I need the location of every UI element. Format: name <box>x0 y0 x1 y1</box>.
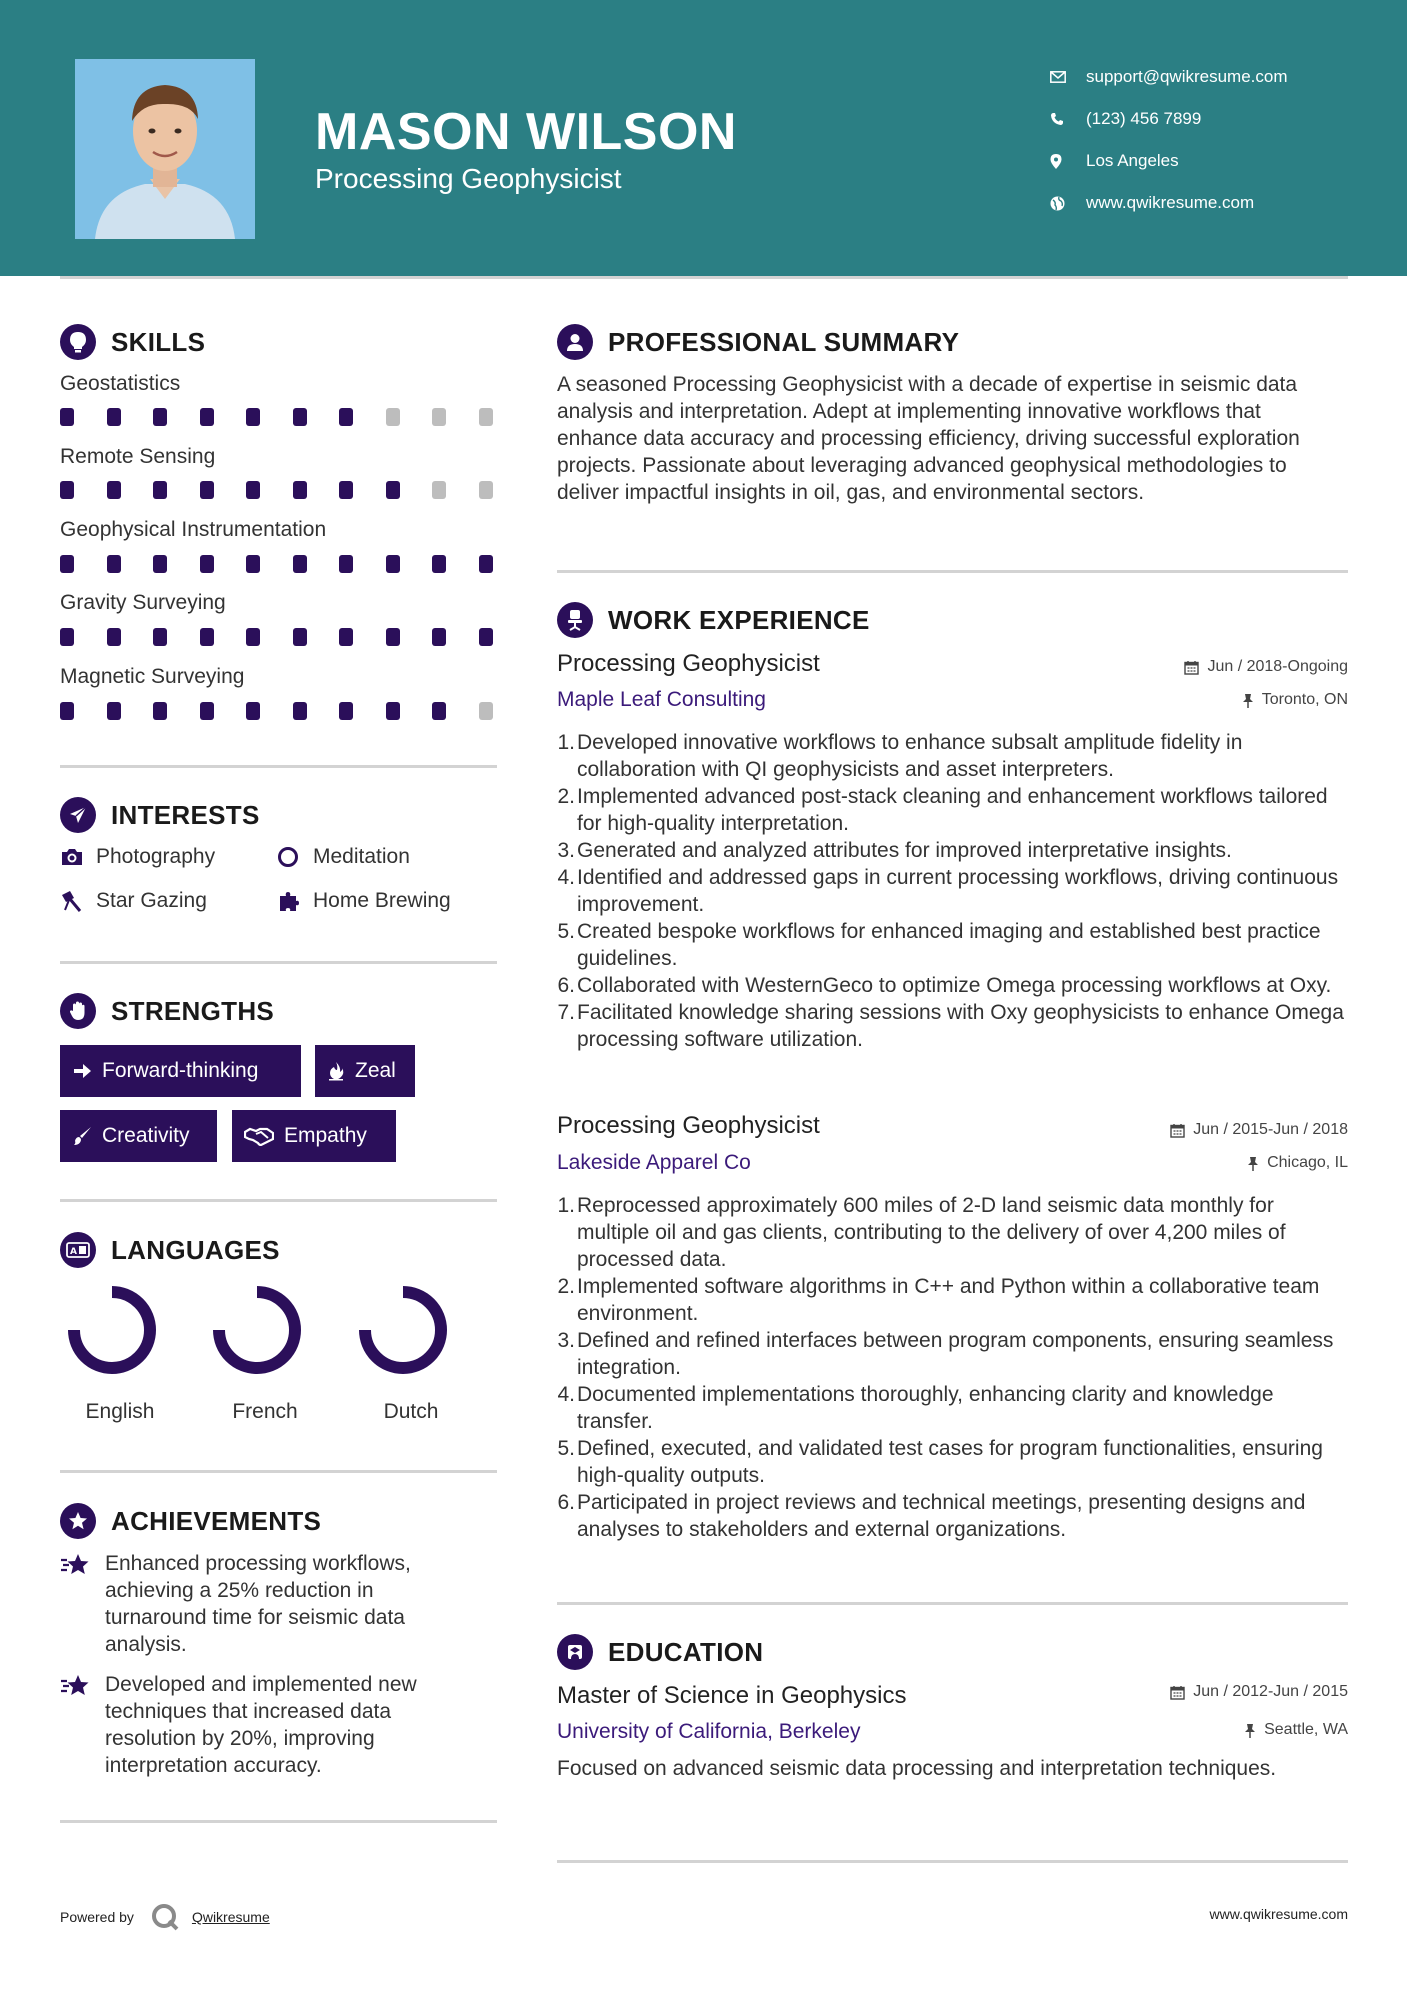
languages-heading <box>60 1232 280 1268</box>
section-divider <box>60 1820 497 1823</box>
job-dates-text: Jun / 2018-Ongoing <box>1207 658 1348 675</box>
skill-dot-filled <box>246 702 260 720</box>
skill-dot-filled <box>293 481 307 499</box>
skill-dot-filled <box>246 408 260 426</box>
skill-rating <box>60 408 525 426</box>
skill-dot-filled <box>153 481 167 499</box>
puzzle-icon <box>277 889 313 913</box>
interest-item <box>277 845 410 869</box>
skill-name: Remote Sensing <box>60 445 216 468</box>
list-item: 6. Participated in project reviews and technical meetings, presenting designs and analyses to stakeholders and external organizations. <box>557 1491 1306 1541</box>
job-dates <box>1184 658 1348 676</box>
skill-dot-filled <box>200 408 214 426</box>
interest-label: Meditation <box>313 845 410 868</box>
skill-dot-filled <box>386 481 400 499</box>
language-level-arc <box>219 1292 295 1368</box>
skill-dot-filled <box>153 408 167 426</box>
office-chair-icon <box>557 602 593 638</box>
contact-phone[interactable] <box>1050 98 1288 140</box>
skill-dot-filled <box>107 408 121 426</box>
phone-icon <box>1050 112 1086 126</box>
arrow-right-icon <box>72 1062 92 1080</box>
contact-location <box>1050 140 1288 182</box>
section-divider <box>60 765 497 768</box>
skill-dot-filled <box>200 702 214 720</box>
skill-dot-filled <box>293 408 307 426</box>
skill-rating <box>60 481 525 499</box>
footer-powered-by <box>60 1903 270 1931</box>
skill-dot-filled <box>293 555 307 573</box>
skill-dot-empty <box>386 408 400 426</box>
list-item: 3. Defined and refined interfaces between program components, ensuring seamless integration. <box>557 1329 1334 1379</box>
svg-text:A: A <box>70 1247 77 1257</box>
achievement-text: Enhanced processing workflows, achieving a 25% reduction in turnaround time for seismic data analysis. <box>105 1552 411 1656</box>
pushpin-icon <box>1242 693 1254 708</box>
globe-icon <box>1050 196 1086 211</box>
skill-dot-filled <box>60 555 74 573</box>
skill-name: Geostatistics <box>60 372 181 395</box>
hand-icon <box>60 993 96 1029</box>
skill-dot-filled <box>107 481 121 499</box>
strength-tag <box>60 1110 217 1162</box>
achievement-text: Developed and implemented new techniques that increased data resolution by 20%, improving interpretation accuracy. <box>105 1673 417 1777</box>
translate-icon <box>60 1232 96 1268</box>
strength-tag <box>60 1045 301 1097</box>
contact-website-text: www.qwikresume.com <box>1086 193 1255 212</box>
skill-dot-filled <box>107 702 121 720</box>
skill-dot-filled <box>153 555 167 573</box>
achievement-item <box>60 1671 480 1779</box>
summary-heading <box>557 324 959 360</box>
user-icon <box>557 324 593 360</box>
list-item: 7. Facilitated knowledge sharing sessions with Oxy geophysicists to enhance Omega processing software utilization. <box>557 1001 1344 1051</box>
calendar-icon <box>1170 1685 1185 1700</box>
pushpin-icon <box>1244 1723 1256 1738</box>
education-title: EDUCATION <box>608 1636 764 1667</box>
skill-dot-filled <box>107 555 121 573</box>
strength-tag <box>315 1045 415 1097</box>
skill-dot-filled <box>60 702 74 720</box>
degree-title: Master of Science in Geophysics <box>557 1682 907 1709</box>
handshake-icon <box>244 1126 274 1146</box>
list-item: 5. Defined, executed, and validated test cases for program functionalities, ensuring high-quality outputs. <box>557 1437 1323 1487</box>
languages-title: LANGUAGES <box>111 1234 280 1265</box>
interest-item <box>277 889 451 913</box>
skill-rating <box>60 702 525 720</box>
skill-dot-filled <box>200 481 214 499</box>
skill-dot-filled <box>432 628 446 646</box>
strength-label: Zeal <box>355 1059 396 1082</box>
calendar-icon <box>1184 660 1199 675</box>
paintbrush-icon <box>72 1126 92 1146</box>
camera-icon <box>60 847 96 867</box>
pushpin-icon <box>1247 1156 1259 1171</box>
calendar-icon <box>1170 1123 1185 1138</box>
interest-label: Star Gazing <box>96 889 207 912</box>
strength-label: Empathy <box>284 1124 367 1147</box>
strengths-title: STRENGTHS <box>111 995 275 1026</box>
candidate-role: Processing Geophysicist <box>315 163 622 194</box>
experience-title: WORK EXPERIENCE <box>608 604 870 635</box>
job-title: Processing Geophysicist <box>557 1112 820 1139</box>
section-divider <box>557 1860 1348 1863</box>
section-divider <box>557 570 1348 573</box>
interest-label: Photography <box>96 845 216 868</box>
skill-dot-empty <box>479 481 493 499</box>
skill-dot-filled <box>339 481 353 499</box>
language-level-arc <box>365 1292 441 1368</box>
language-name: English <box>85 1400 155 1423</box>
strength-label: Creativity <box>102 1124 190 1147</box>
person-portrait-icon <box>75 59 255 239</box>
contact-location-text: Los Angeles <box>1086 151 1179 170</box>
list-item: 2. Implemented software algorithms in C++ and Python within a collaborative team environment. <box>557 1275 1320 1325</box>
skill-dot-filled <box>432 555 446 573</box>
location-pin-icon <box>1050 154 1086 169</box>
fire-icon <box>327 1061 345 1081</box>
education-dates-text: Jun / 2012-Jun / 2015 <box>1193 1683 1348 1700</box>
language-name: French <box>232 1400 298 1423</box>
company-name: Lakeside Apparel Co <box>557 1151 751 1174</box>
list-item: 4. Documented implementations thoroughly, enhancing clarity and knowledge transfer. <box>557 1383 1274 1433</box>
star-badge-icon <box>60 1503 96 1539</box>
powered-by-text: Powered by <box>60 1909 134 1925</box>
skill-dot-filled <box>432 702 446 720</box>
skill-dot-filled <box>479 628 493 646</box>
education-description: Focused on advanced seismic data processing and interpretation techniques. <box>557 1757 1277 1780</box>
skill-dot-filled <box>107 628 121 646</box>
circle-icon <box>277 845 313 869</box>
footer-url[interactable]: www.qwikresume.com <box>1209 1906 1348 1922</box>
list-item: 2. Implemented advanced post-stack cleaning and enhancement workflows tailored for high-quality interpretation. <box>557 785 1328 835</box>
skill-dot-filled <box>339 555 353 573</box>
skill-dot-filled <box>293 702 307 720</box>
envelope-icon <box>1050 71 1086 83</box>
interest-item <box>60 845 215 869</box>
list-item: 6. Collaborated with WesternGeco to optimize Omega processing workflows at Oxy. <box>557 974 1332 997</box>
job-location-text: Chicago, IL <box>1267 1154 1348 1171</box>
strength-label: Forward-thinking <box>102 1059 259 1082</box>
achievement-item <box>60 1550 480 1658</box>
job-title: Processing Geophysicist <box>557 650 820 677</box>
skill-dot-filled <box>60 481 74 499</box>
skill-dot-filled <box>153 628 167 646</box>
skills-heading <box>60 324 205 360</box>
candidate-name: MASON WILSON <box>315 103 737 161</box>
telescope-icon <box>60 889 96 913</box>
skill-name: Gravity Surveying <box>60 591 226 614</box>
contact-website[interactable] <box>1050 182 1288 224</box>
skill-dot-filled <box>246 481 260 499</box>
graduate-icon <box>557 1634 593 1670</box>
contact-email-text: support@qwikresume.com <box>1086 67 1288 86</box>
summary-text: A seasoned Processing Geophysicist with a decade of expertise in seismic data analysis and interpretation. Adept at implementing innovative workflows that enhance data accuracy and processing efficiency, driving successful exploration projects. Passionate about leveraging advanced geophysical methodologies to deliver impactful insights in oil, gas, and environmental sectors. <box>557 373 1300 504</box>
skill-dot-empty <box>479 702 493 720</box>
section-divider <box>60 1199 497 1202</box>
achievements-heading <box>60 1503 321 1539</box>
interests-title: INTERESTS <box>111 799 260 830</box>
section-divider <box>60 961 497 964</box>
skill-dot-filled <box>153 702 167 720</box>
achievements-title: ACHIEVEMENTS <box>111 1505 322 1536</box>
skill-rating <box>60 555 525 573</box>
education-dates <box>1170 1683 1348 1701</box>
job-dates-text: Jun / 2015-Jun / 2018 <box>1193 1121 1348 1138</box>
skills-title: SKILLS <box>111 326 206 357</box>
skill-dot-filled <box>339 408 353 426</box>
skill-dot-filled <box>200 628 214 646</box>
language-gauges <box>60 1283 500 1383</box>
education-heading <box>557 1634 763 1670</box>
job-bullets <box>557 729 1347 1053</box>
profile-photo <box>75 59 255 239</box>
section-divider <box>60 1470 497 1473</box>
skill-dot-filled <box>386 555 400 573</box>
list-item: 1. Developed innovative workflows to enhance subsalt amplitude fidelity in collaboration with QI geophysicists and asset interpreters. <box>557 731 1243 781</box>
job-location <box>1247 1154 1348 1172</box>
school-name: University of California, Berkeley <box>557 1720 861 1743</box>
skill-dot-empty <box>432 408 446 426</box>
strength-tag <box>232 1110 396 1162</box>
skill-name: Geophysical Instrumentation <box>60 518 327 541</box>
contact-phone-text: (123) 456 7899 <box>1086 109 1202 128</box>
interest-item <box>60 889 207 913</box>
resume-header <box>0 0 1407 276</box>
skill-dot-empty <box>479 408 493 426</box>
company-name: Maple Leaf Consulting <box>557 688 766 711</box>
brand-link[interactable]: Qwikresume <box>191 1909 270 1925</box>
skill-dot-filled <box>479 555 493 573</box>
star-icon <box>60 1671 105 1779</box>
list-item: 5. Created bespoke workflows for enhanced imaging and established best practice guidelines. <box>557 920 1321 970</box>
skill-dot-filled <box>246 555 260 573</box>
skill-dot-empty <box>432 481 446 499</box>
summary-title: PROFESSIONAL SUMMARY <box>608 326 960 357</box>
skill-dot-filled <box>339 628 353 646</box>
list-item: 1. Reprocessed approximately 600 miles of 2-D land seismic data monthly for multiple oil and gas clients, contributing to the delivery of over 4,200 miles of processed data. <box>557 1194 1286 1271</box>
contact-email[interactable] <box>1050 56 1288 98</box>
job-location <box>1242 691 1348 709</box>
skill-dot-filled <box>386 628 400 646</box>
skill-dot-filled <box>200 555 214 573</box>
star-icon <box>60 1550 105 1658</box>
skill-dot-filled <box>293 628 307 646</box>
interest-label: Home Brewing <box>313 889 451 912</box>
experience-heading <box>557 602 870 638</box>
language-level-arc <box>74 1292 150 1368</box>
skill-dot-filled <box>246 628 260 646</box>
skill-dot-filled <box>60 628 74 646</box>
language-name: Dutch <box>383 1400 439 1423</box>
list-item: 3. Generated and analyzed attributes for improved interpretative insights. <box>557 839 1232 862</box>
skill-rating <box>60 628 525 646</box>
job-bullets <box>557 1192 1347 1543</box>
header-divider <box>60 276 1348 279</box>
section-divider <box>557 1602 1348 1605</box>
education-location <box>1244 1721 1348 1739</box>
qwikresume-logo-icon <box>150 1903 180 1931</box>
strengths-heading <box>60 993 274 1029</box>
education-location-text: Seattle, WA <box>1264 1721 1348 1738</box>
contact-list <box>1050 56 1288 224</box>
skill-dot-filled <box>60 408 74 426</box>
interests-heading <box>60 797 260 833</box>
skill-dot-filled <box>386 702 400 720</box>
job-location-text: Toronto, ON <box>1261 691 1348 708</box>
job-dates <box>1170 1121 1348 1139</box>
paper-plane-icon <box>60 797 96 833</box>
skill-name: Magnetic Surveying <box>60 665 245 688</box>
skill-dot-filled <box>339 702 353 720</box>
lightbulb-icon <box>60 324 96 360</box>
list-item: 4. Identified and addressed gaps in current processing workflows, driving continuous improvement. <box>557 866 1339 916</box>
